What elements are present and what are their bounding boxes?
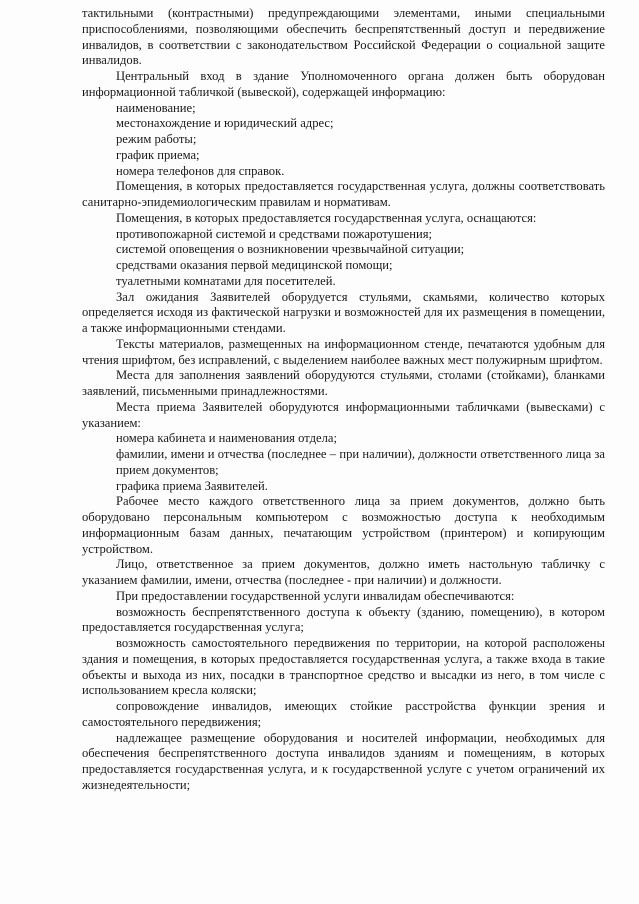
- list-item-reception-schedule: графика приема Заявителей.: [116, 478, 268, 493]
- paragraph-continuation: тактильными (контрастными) предупреждающими элементами, иными специальными приспособлениями, позволяющими обеспечить беспрепятственный доступ и передвижение инвалидов, в соответствии с законодательством Российской Федерации о социальной защите инвалидов.: [82, 6, 605, 68]
- list-item-name: наименование;: [116, 100, 196, 115]
- list-item-phones: номера телефонов для справок.: [116, 163, 285, 178]
- list-item-alert-system: системой оповещения о возникновении чрезвычайной ситуации;: [116, 242, 465, 257]
- list-item-schedule: график приема;: [116, 147, 200, 162]
- paragraph-equipment-placement: надлежащее размещение оборудования и носителей информации, необходимых для обеспечения беспрепятственного доступа инвалидов зданиям и помещениям, в которых предоставляется государственная услуга, и к государственной услуге с учетом ограничений их жизнедеятельности;: [82, 730, 605, 792]
- paragraph-disabled-provisions: При предоставлении государственной услуги инвалидам обеспечиваются:: [116, 588, 515, 603]
- paragraph-escort: сопровождение инвалидов, имеющих стойкие расстройства функции зрения и самостоятельного передвижения;: [82, 699, 605, 729]
- paragraph-self-movement: возможность самостоятельного передвижения по территории, на которой расположены здания и помещения, в которых предоставляется государственная услуга, а также входа в такие объекты и выхода из них, посадки в транспортное средство и высадки из него, в том числе с использованием кресла коляски;: [82, 636, 605, 698]
- paragraph-workplace: Рабочее место каждого ответственного лица за прием документов, должно быть оборудовано персональным компьютером с возможностью доступа к необходимым информационным базам данных, печатающим устройством (принтером) и копирующим устройством.: [82, 494, 605, 556]
- list-item-address: местонахождение и юридический адрес;: [116, 116, 334, 131]
- document-body: [82, 6, 605, 794]
- paragraph-reception-places: Места приема Заявителей оборудуются информационными табличками (вывесками) с указанием:: [82, 399, 605, 430]
- list-item-toilets: туалетными комнатами для посетителей.: [116, 273, 336, 288]
- paragraph-stand-texts: Тексты материалов, размещенных на информационном стенде, печатаются удобным для чтения шрифтом, без исправлений, с выделением наиболее важных мест полужирным шрифтом.: [82, 336, 605, 367]
- paragraph-premises-norms: Помещения, в которых предоставляется государственная услуга, должны соответствовать санитарно-эпидемиологическим правилам и нормативам.: [82, 179, 605, 209]
- list-item-work-mode: режим работы;: [116, 132, 197, 146]
- paragraph-desk-sign: Лицо, ответственное за прием документов, должно иметь настольную табличку с указанием фамилии, имени, отчества (последнее - при наличии) и должности.: [82, 557, 605, 587]
- paragraph-entrance-sign: Центральный вход в здание Уполномоченного органа должен быть оборудован информационной табличкой (вывеской), содержащей информацию:: [82, 69, 605, 99]
- list-item-responsible-person: фамилии, имени и отчества (последнее – при наличии), должности ответственного лица за прием документов;: [116, 447, 605, 477]
- list-item-cabinet-number: номера кабинета и наименования отдела;: [116, 431, 337, 446]
- paragraph-filling-places: Места для заполнения заявлений оборудуются стульями, столами (стойками), бланками заявлений, письменными принадлежностями.: [82, 368, 605, 398]
- list-item-fire-system: противопожарной системой и средствами пожаротушения;: [116, 226, 433, 241]
- paragraph-waiting-hall: Зал ожидания Заявителей оборудуется стульями, скамьями, количество которых определяется исходя из фактической нагрузки и возможностей для их размещения в помещении, а также информационными стендами.: [82, 289, 605, 335]
- paragraph-access-object: возможность беспрепятственного доступа к объекту (зданию, помещению), в котором предоставляется государственная услуга;: [82, 604, 605, 635]
- paragraph-premises-equipped: Помещения, в которых предоставляется государственная услуга, оснащаются:: [116, 210, 537, 225]
- list-item-first-aid: средствами оказания первой медицинской помощи;: [116, 258, 393, 272]
